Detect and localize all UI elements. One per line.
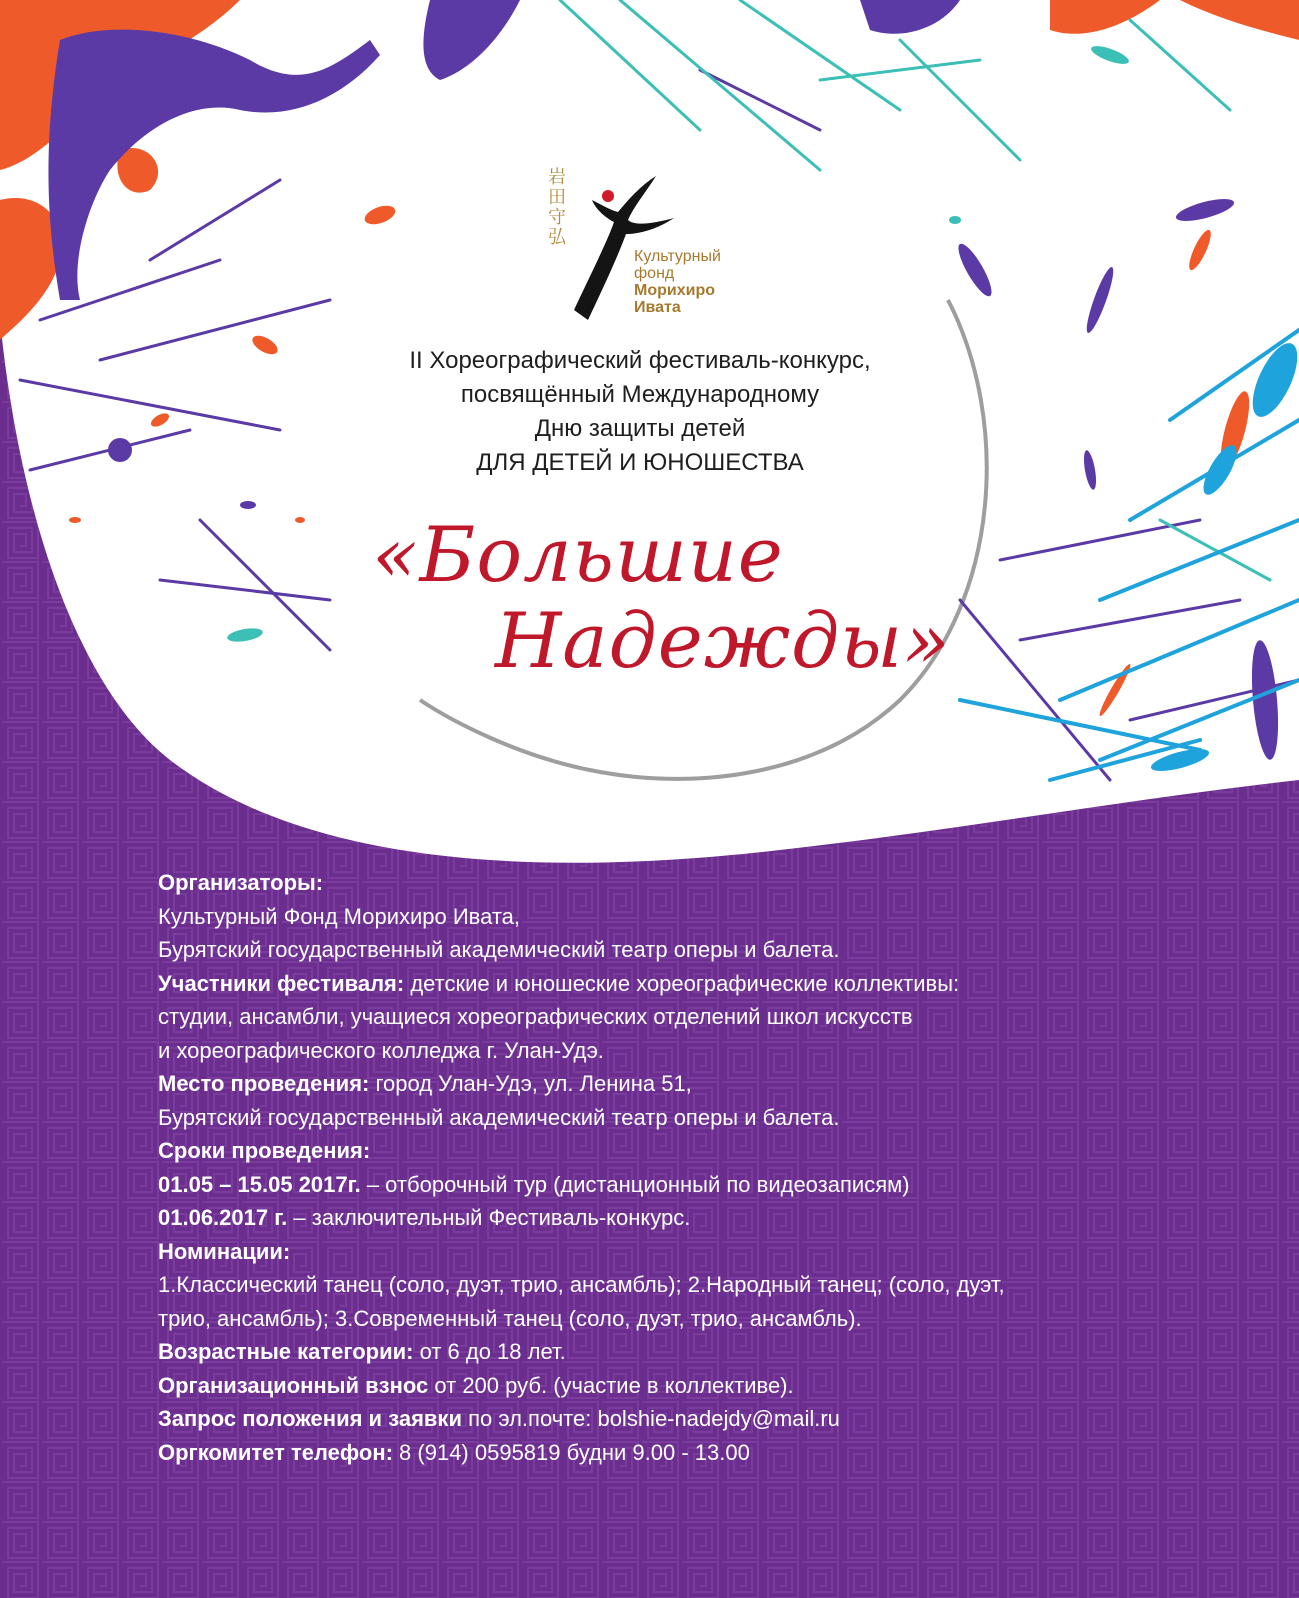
request-row	[158, 1402, 1178, 1436]
dates-1-text: – отборочный тур (дистанционный по видеозаписям)	[360, 1171, 910, 1197]
phone-text: 8 (914) 0595819 будни 9.00 - 13.00	[392, 1439, 750, 1465]
age-text: от 6 до 18 лет.	[413, 1339, 566, 1364]
request-label: Запрос положения и заявки	[158, 1406, 462, 1431]
organizers-label-row	[158, 866, 1178, 900]
nominations-row-1: 1.Классический танец (соло, дуэт, трио, ансамбль); 2.Народный танец; (соло, дуэт,	[158, 1272, 1005, 1297]
nominations-label-row	[158, 1235, 1178, 1269]
fee-text: от 200 руб. (участие в коллективе).	[428, 1372, 794, 1398]
title-line-2: Надежды»	[495, 596, 951, 685]
nominations-label: Номинации:	[158, 1238, 291, 1264]
dates-row-1	[158, 1168, 1178, 1202]
venue-row-1	[158, 1067, 1178, 1101]
festival-intro	[290, 344, 990, 480]
participants-row-1	[158, 967, 1178, 1001]
intro-line-3: Дню защиты детей	[534, 415, 746, 442]
age-row	[158, 1335, 1178, 1369]
organizers-row-1: Культурный Фонд Морихиро Ивата,	[158, 903, 521, 929]
logo-kanji: 岩田守弘	[548, 167, 566, 248]
age-label: Возрастные категории:	[158, 1339, 414, 1364]
participants-row-2: студии, ансамбли, учащиеся хореографических отделений школ искусств	[158, 1004, 913, 1029]
intro-line-2: посвящённый Международному	[460, 381, 820, 408]
dates-row-2	[158, 1201, 1178, 1235]
venue-row-2: Бурятский государственный академический театр оперы и балета.	[158, 1104, 840, 1130]
dates-2-text: – заключительный Фестиваль-конкурс.	[287, 1205, 691, 1230]
nominations-row-2: трио, ансамбль); 3.Современный танец (соло, дуэт, трио, ансамбль).	[158, 1305, 862, 1331]
foundation-logo	[548, 160, 748, 330]
dates-2-bold: 01.06.2017 г.	[158, 1205, 288, 1230]
venue-text-1: город Улан-Удэ, ул. Ленина 51,	[369, 1071, 692, 1096]
phone-label: Оргкомитет телефон:	[158, 1439, 393, 1465]
logo-line-3: Морихиро	[634, 282, 715, 299]
dates-label-row	[158, 1134, 1178, 1168]
request-text[interactable]: по эл.почте: bolshie-nadejdy@mail.ru	[461, 1406, 840, 1431]
fee-label: Организационный взнос	[158, 1372, 429, 1398]
logo-line-2: фонд	[634, 265, 675, 282]
venue-label: Место проведения:	[158, 1071, 370, 1096]
logo-line-1: Культурный	[634, 248, 721, 265]
dates-1-bold: 01.05 – 15.05 2017г.	[158, 1171, 361, 1197]
intro-line-4: ДЛЯ ДЕТЕЙ И ЮНОШЕСТВА	[476, 449, 804, 476]
title-line-1: «Большие	[372, 510, 784, 599]
organizers-row-2: Бурятский государственный академический театр оперы и балета.	[158, 937, 840, 962]
fee-row	[158, 1369, 1178, 1403]
intro-line-1: II Хореографический фестиваль-конкурс,	[409, 347, 871, 374]
dates-label: Сроки проведения:	[158, 1138, 371, 1163]
participants-text-1: детские и юношеские хореографические коллективы:	[404, 970, 960, 996]
logo-line-4: Ивата	[634, 299, 681, 316]
organizers-label: Организаторы:	[158, 870, 324, 895]
logo-text	[634, 248, 721, 316]
participants-label: Участники фестиваля:	[158, 970, 405, 996]
info-block	[158, 866, 1178, 1469]
phone-row	[158, 1436, 1178, 1470]
participants-row-3: и хореографического колледжа г. Улан-Удэ.	[158, 1037, 604, 1063]
